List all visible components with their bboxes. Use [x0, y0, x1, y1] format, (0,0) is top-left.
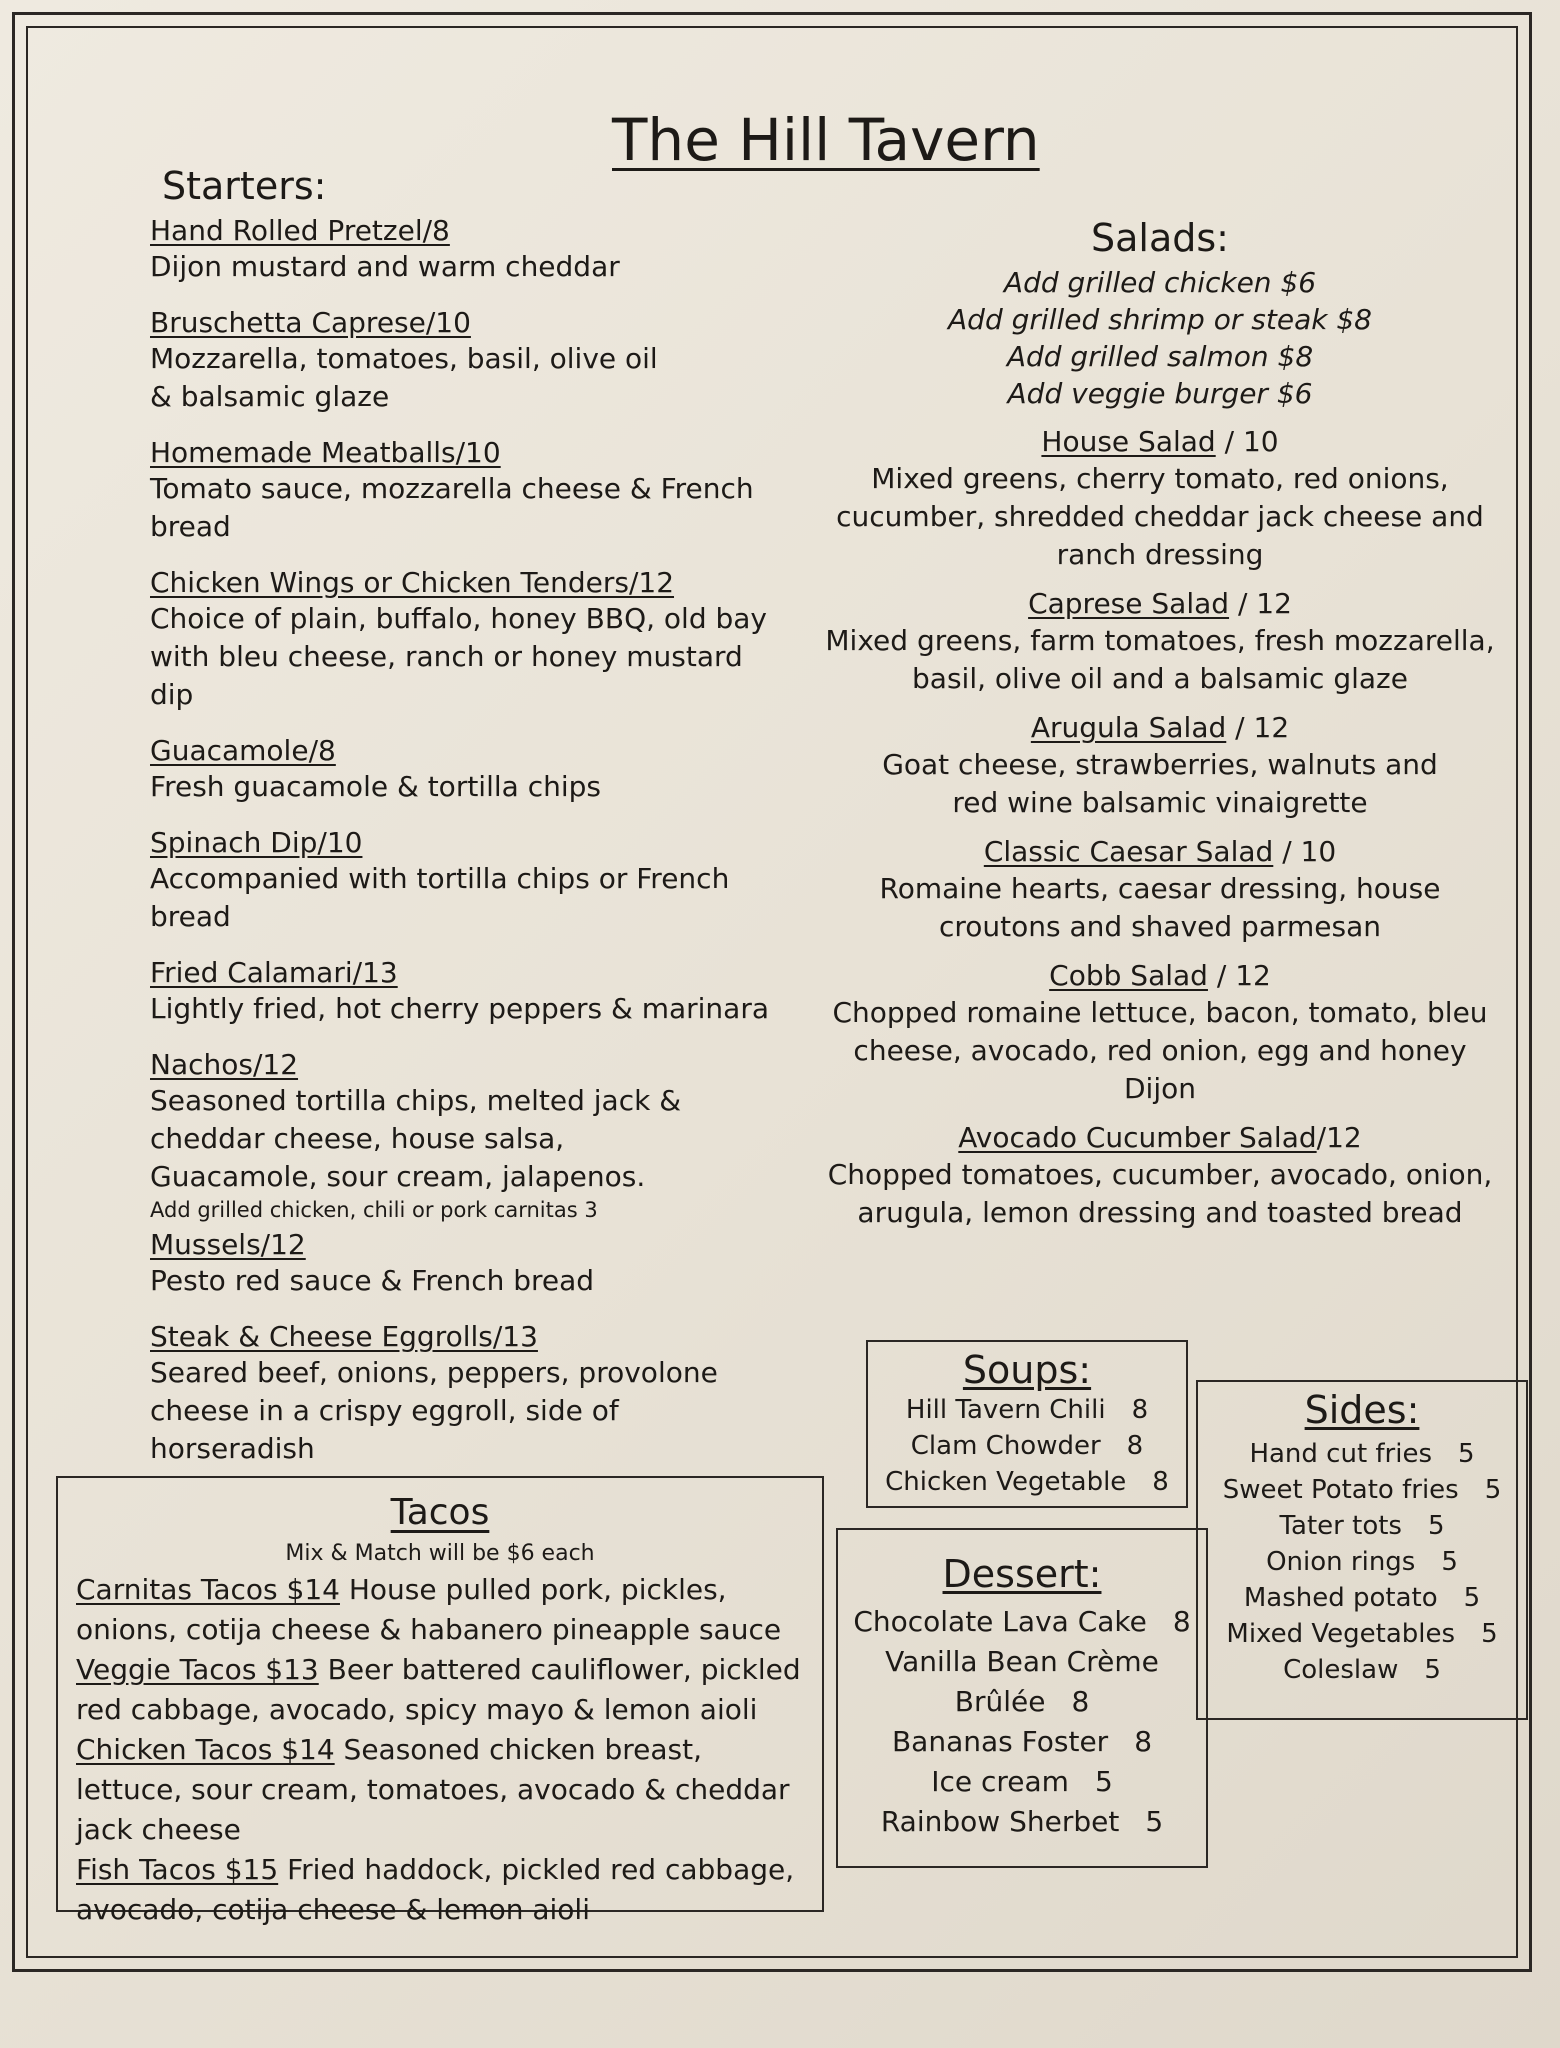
salad-item — [820, 958, 1500, 1108]
item-name: Hand Rolled Pretzel/8 — [150, 214, 450, 247]
taco-name: Veggie Tacos $13 — [76, 1653, 319, 1686]
dessert-item — [838, 1802, 1206, 1842]
dessert-name: Ice cream — [931, 1765, 1069, 1798]
dessert-item — [838, 1722, 1206, 1762]
dessert-name: Bananas Foster — [891, 1725, 1109, 1758]
dessert-heading — [838, 1552, 1206, 1596]
taco-item — [76, 1850, 804, 1930]
salads-section — [820, 216, 1500, 1244]
salad-desc: Mixed greens, farm tomatoes, fresh mozzarella, basil, olive oil and a balsamic glaze — [825, 624, 1495, 695]
sides-heading — [1198, 1388, 1526, 1432]
item-desc: Lightly fried, hot cherry peppers & marinara — [150, 992, 770, 1025]
tacos-heading: Tacos — [390, 1492, 490, 1533]
salad-price: / 10 — [1215, 425, 1279, 458]
item-name: Bruschetta Caprese/10 — [150, 306, 471, 339]
dessert-item — [838, 1682, 1206, 1722]
soups-box — [866, 1340, 1188, 1508]
side-item — [1198, 1580, 1526, 1616]
side-price: 5 — [1481, 1619, 1498, 1649]
salad-header — [820, 424, 1500, 460]
salad-addons — [820, 264, 1500, 412]
item-desc: Choice of plain, buffalo, honey BBQ, old bay with bleu cheese, ranch or honey mustard dip — [150, 602, 767, 711]
soup-name: Clam Chowder — [910, 1431, 1101, 1461]
taco-item — [76, 1650, 804, 1730]
dessert-price: 8 — [1134, 1725, 1153, 1758]
menu-item — [150, 214, 810, 286]
salad-desc: Mixed greens, cherry tomato, red onions, cucumber, shredded cheddar jack cheese and ranch dressing — [836, 462, 1484, 571]
dessert-heading-text: Dessert: — [942, 1552, 1102, 1596]
restaurant-title: The Hill Tavern — [612, 106, 1040, 174]
menu-item — [150, 436, 810, 546]
side-price: 5 — [1463, 1583, 1481, 1613]
item-name: Spinach Dip/10 — [150, 826, 363, 859]
salad-price: /12 — [1316, 1121, 1362, 1154]
side-price: 5 — [1441, 1547, 1458, 1577]
salad-item — [820, 586, 1500, 698]
soup-item — [868, 1428, 1186, 1464]
side-name: Mashed potato — [1243, 1583, 1438, 1613]
salad-desc: Chopped romaine lettuce, bacon, tomato, bleu cheese, avocado, red onion, egg and honey Dijon — [832, 996, 1488, 1105]
item-desc: Pesto red sauce & French bread — [150, 1264, 595, 1297]
addon-line: Add veggie burger $6 — [1007, 377, 1313, 410]
salads-heading: Salads: — [1091, 216, 1229, 260]
dessert-name: Brûlée — [954, 1685, 1046, 1718]
sides-heading-text: Sides: — [1304, 1388, 1420, 1432]
side-name: Hand cut fries — [1249, 1439, 1433, 1469]
dessert-name: Rainbow Sherbet — [880, 1805, 1120, 1838]
salad-item — [820, 1120, 1500, 1232]
item-name: Guacamole/8 — [150, 734, 336, 767]
dessert-box — [836, 1528, 1208, 1868]
item-name: Homemade Meatballs/10 — [150, 436, 501, 469]
starters-heading: Starters: — [162, 164, 327, 208]
item-name: Mussels/12 — [150, 1228, 306, 1261]
taco-name: Fish Tacos $15 — [76, 1853, 279, 1886]
item-name: Fried Calamari/13 — [150, 956, 398, 989]
starters-section — [150, 164, 810, 1488]
item-desc: Mozzarella, tomatoes, basil, olive oil & balsamic glaze — [150, 342, 658, 413]
side-item — [1198, 1508, 1526, 1544]
salad-header — [820, 834, 1500, 870]
menu-item — [150, 1228, 810, 1300]
side-price: 5 — [1424, 1655, 1441, 1685]
item-desc: Dijon mustard and warm cheddar — [150, 250, 620, 283]
dessert-price: 5 — [1145, 1805, 1164, 1838]
soups-heading-text: Soups: — [962, 1348, 1092, 1392]
side-price: 5 — [1458, 1439, 1475, 1469]
salad-price: / 12 — [1226, 711, 1290, 744]
side-price: 5 — [1484, 1475, 1502, 1505]
side-item — [1198, 1616, 1526, 1652]
item-name: Nachos/12 — [150, 1048, 299, 1081]
taco-desc: House pulled pork, pickles, onions, cotija cheese & habanero pineapple sauce — [76, 1573, 782, 1646]
side-item — [1198, 1472, 1526, 1508]
salad-item — [820, 710, 1500, 822]
item-name: Chicken Wings or Chicken Tenders/12 — [150, 566, 675, 599]
side-name: Onion rings — [1266, 1547, 1416, 1577]
side-item — [1198, 1652, 1526, 1688]
soup-name: Hill Tavern Chili — [905, 1395, 1106, 1425]
addon-line: Add grilled chicken $6 — [1003, 266, 1317, 299]
menu-item — [150, 826, 810, 936]
item-desc: Tomato sauce, mozzarella cheese & French bread — [150, 472, 754, 543]
tacos-box — [56, 1476, 824, 1926]
salad-item — [820, 834, 1500, 946]
soup-item — [868, 1392, 1186, 1428]
side-name: Coleslaw — [1283, 1655, 1399, 1685]
side-name: Mixed Vegetables — [1226, 1619, 1456, 1649]
soup-item — [868, 1464, 1186, 1500]
addon-line: Add grilled salmon $8 — [1006, 340, 1314, 373]
item-note: Add grilled chicken, chili or pork carnitas 3 — [150, 1198, 598, 1222]
salad-header — [820, 710, 1500, 746]
dessert-name: Chocolate Lava Cake — [853, 1605, 1147, 1638]
salad-name: Caprese Salad — [1028, 587, 1230, 620]
taco-name: Chicken Tacos $14 — [76, 1733, 335, 1766]
salad-item — [820, 424, 1500, 574]
salad-header — [820, 958, 1500, 994]
tacos-note: Mix & Match will be $6 each — [285, 1541, 595, 1566]
salad-desc: Chopped tomatoes, cucumber, avocado, onion, arugula, lemon dressing and toasted bread — [827, 1158, 1493, 1229]
salad-header — [820, 586, 1500, 622]
soup-price: 8 — [1131, 1395, 1149, 1425]
salad-name: Avocado Cucumber Salad — [958, 1121, 1317, 1154]
dessert-item — [838, 1642, 1206, 1682]
item-desc: Seasoned tortilla chips, melted jack & cheddar cheese, house salsa, Guacamole, sour cream, jalapenos. — [150, 1084, 682, 1193]
salad-price: / 10 — [1273, 835, 1337, 868]
salad-name: Arugula Salad — [1030, 711, 1227, 744]
dessert-price: 8 — [1071, 1685, 1090, 1718]
dessert-name: Vanilla Bean Crème — [885, 1645, 1159, 1678]
salad-desc: Goat cheese, strawberries, walnuts and red wine balsamic vinaigrette — [882, 748, 1438, 819]
salad-price: / 12 — [1229, 587, 1292, 620]
item-name: Steak & Cheese Eggrolls/13 — [150, 1320, 538, 1353]
side-item — [1198, 1436, 1526, 1472]
addon-line: Add grilled shrimp or steak $8 — [948, 303, 1372, 336]
salad-name: House Salad — [1041, 425, 1216, 458]
taco-item — [76, 1730, 804, 1850]
dessert-item — [838, 1762, 1206, 1802]
salad-price: / 12 — [1207, 959, 1271, 992]
item-desc: Fresh guacamole & tortilla chips — [150, 770, 601, 803]
menu-item — [150, 734, 810, 806]
side-name: Tater tots — [1279, 1511, 1402, 1541]
soup-name: Chicken Vegetable — [885, 1467, 1127, 1497]
side-name: Sweet Potato fries — [1222, 1475, 1459, 1505]
item-desc: Accompanied with tortilla chips or French bread — [150, 862, 730, 933]
side-price: 5 — [1427, 1511, 1445, 1541]
menu-item — [150, 566, 810, 714]
item-desc: Seared beef, onions, peppers, provolone cheese in a crispy eggroll, side of horseradish — [150, 1356, 718, 1465]
taco-name: Carnitas Tacos $14 — [76, 1573, 340, 1606]
soup-price: 8 — [1152, 1467, 1169, 1497]
salad-desc: Romaine hearts, caesar dressing, house croutons and shaved parmesan — [879, 872, 1441, 943]
menu-item — [150, 1320, 810, 1468]
menu-item — [150, 306, 810, 416]
menu-item — [150, 956, 810, 1028]
menu-item — [150, 1048, 810, 1224]
taco-desc: Beer battered cauliflower, pickled red cabbage, avocado, spicy mayo & lemon aioli — [76, 1653, 801, 1726]
dessert-price: 8 — [1172, 1605, 1191, 1638]
salad-name: Classic Caesar Salad — [983, 835, 1274, 868]
taco-item — [76, 1570, 804, 1650]
side-item — [1198, 1544, 1526, 1580]
dessert-price: 5 — [1094, 1765, 1113, 1798]
taco-desc: Seasoned chicken breast, lettuce, sour cream, tomatoes, avocado & cheddar jack cheese — [76, 1733, 790, 1846]
salad-name: Cobb Salad — [1049, 959, 1208, 992]
taco-desc: Fried haddock, pickled red cabbage, avocado, cotija cheese & lemon aioli — [76, 1853, 795, 1926]
salad-header — [820, 1120, 1500, 1156]
dessert-item — [838, 1602, 1206, 1642]
sides-box — [1196, 1380, 1528, 1720]
soups-heading — [868, 1348, 1186, 1392]
soup-price: 8 — [1126, 1431, 1144, 1461]
